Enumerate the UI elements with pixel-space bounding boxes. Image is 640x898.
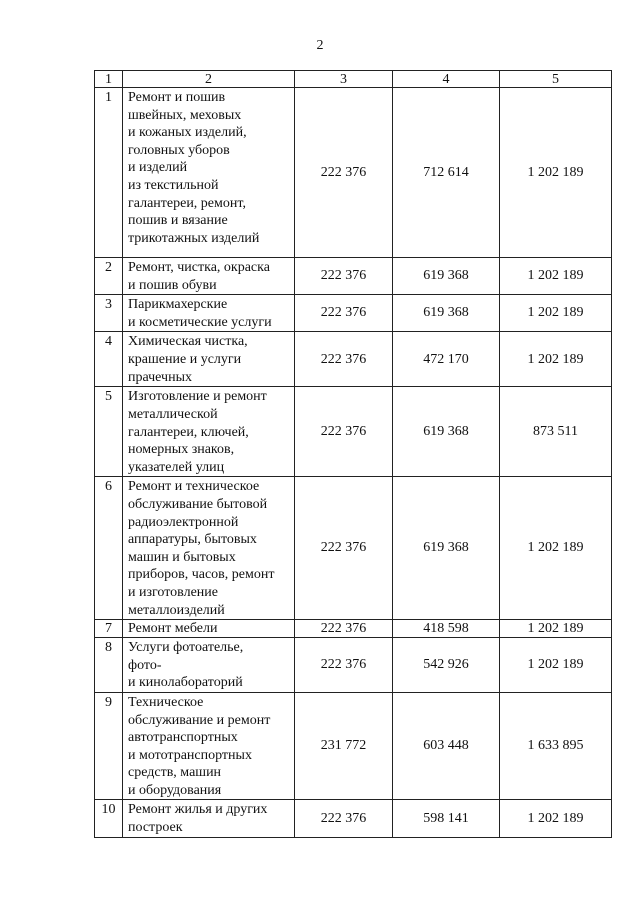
service-name-line: крашение и услуги (128, 351, 242, 367)
table-row (95, 387, 612, 477)
service-name-line: приборов, часов, ремонт (128, 567, 275, 583)
table-row (95, 477, 612, 620)
value-column-5: 1 202 189 (500, 477, 612, 620)
value-column-3: 222 376 (295, 620, 393, 638)
value-column-3: 222 376 (295, 332, 393, 387)
service-name-line: автотранспортных (128, 730, 238, 746)
value-column-4: 603 448 (393, 692, 500, 800)
service-name-line: и изделий (128, 160, 188, 176)
row-number: 9 (95, 692, 123, 800)
service-name-line: обслуживание и ремонт (128, 712, 271, 728)
value-column-3: 222 376 (295, 477, 393, 620)
value-column-3: 222 376 (295, 295, 393, 332)
value-column-5: 873 511 (500, 387, 612, 477)
service-name-line: галантереи, ключей, (128, 424, 249, 440)
column-header-2: 2 (123, 71, 295, 88)
page-number: 2 (316, 38, 324, 53)
value-column-5: 1 202 189 (500, 800, 612, 837)
value-column-3: 222 376 (295, 387, 393, 477)
service-name-line: аппаратуры, бытовых (128, 532, 257, 548)
service-name-line: металлоизделий (128, 602, 225, 618)
row-number: 3 (95, 295, 123, 332)
table-body (95, 71, 612, 838)
row-number: 10 (95, 800, 123, 837)
service-name-line: и оборудования (128, 782, 222, 798)
service-name-line: Парикмахерские (128, 297, 228, 313)
service-name (123, 692, 295, 800)
service-name-line: Ремонт жилья и других (128, 802, 268, 818)
service-name (123, 477, 295, 620)
service-name-line: машин и бытовых (128, 549, 236, 565)
service-name (123, 620, 295, 638)
table-row (95, 332, 612, 387)
service-name-line: и мототранспортных (128, 747, 252, 763)
table-row (95, 800, 612, 837)
value-column-5: 1 202 189 (500, 258, 612, 295)
service-name-line: головных уборов (128, 142, 230, 158)
service-name-line: Ремонт и техническое (128, 479, 260, 495)
service-name-line: обслуживание бытовой (128, 496, 268, 512)
service-name-line: средств, машин (128, 765, 222, 781)
value-column-4: 418 598 (393, 620, 500, 638)
column-header-1: 1 (95, 71, 123, 88)
service-name (123, 258, 295, 295)
value-column-4: 542 926 (393, 638, 500, 693)
service-name-line: Ремонт и пошив (128, 90, 226, 105)
table-row (95, 88, 612, 258)
value-column-3: 222 376 (295, 800, 393, 837)
service-name (123, 88, 295, 258)
value-column-3: 222 376 (295, 638, 393, 693)
service-name-line: и косметические услуги (128, 314, 272, 330)
value-column-5: 1 202 189 (500, 620, 612, 638)
value-column-4: 598 141 (393, 800, 500, 837)
column-header-5: 5 (500, 71, 612, 88)
service-name-line: фото- (128, 657, 162, 673)
row-number: 5 (95, 387, 123, 477)
service-name (123, 387, 295, 477)
service-name-line: прачечных (128, 369, 192, 385)
table-row (95, 620, 612, 638)
value-column-4: 712 614 (393, 88, 500, 258)
service-name-line: трикотажных изделий (128, 230, 260, 246)
value-column-5: 1 202 189 (500, 638, 612, 693)
value-column-5: 1 202 189 (500, 295, 612, 332)
row-number: 2 (95, 258, 123, 295)
column-header-4: 4 (393, 71, 500, 88)
row-number: 6 (95, 477, 123, 620)
services-table (94, 70, 612, 838)
service-name-line: швейных, меховых (128, 107, 242, 123)
row-number: 7 (95, 620, 123, 638)
value-column-4: 472 170 (393, 332, 500, 387)
value-column-5: 1 202 189 (500, 332, 612, 387)
service-name-line: и кинолабораторий (128, 675, 243, 691)
value-column-5: 1 202 189 (500, 88, 612, 258)
service-name (123, 800, 295, 837)
value-column-4: 619 368 (393, 295, 500, 332)
value-column-4: 619 368 (393, 258, 500, 295)
row-number: 1 (95, 88, 123, 258)
service-name-line: Услуги фотоателье, (128, 640, 244, 656)
value-column-3: 222 376 (295, 258, 393, 295)
row-number: 4 (95, 332, 123, 387)
service-name-line: построек (128, 820, 183, 836)
table-header-row (95, 71, 612, 88)
value-column-4: 619 368 (393, 387, 500, 477)
service-name-line: Ремонт, чистка, окраска (128, 260, 270, 275)
table-row (95, 258, 612, 295)
table-row (95, 295, 612, 332)
value-column-4: 619 368 (393, 477, 500, 620)
service-name-line: из текстильной (128, 177, 219, 193)
table-row (95, 638, 612, 693)
column-header-3: 3 (295, 71, 393, 88)
service-name-line: пошив и вязание (128, 213, 228, 229)
service-name-line: Техническое (128, 694, 204, 710)
service-name-line: указателей улиц (128, 459, 225, 475)
value-column-5: 1 633 895 (500, 692, 612, 800)
service-name-line: и изготовление (128, 584, 218, 600)
service-name (123, 638, 295, 693)
service-name-line: и кожаных изделий, (128, 125, 247, 141)
service-name-line: радиоэлектронной (128, 514, 239, 530)
service-name-line: номерных знаков, (128, 442, 235, 458)
service-name (123, 295, 295, 332)
service-name-line: галантереи, ремонт, (128, 195, 246, 211)
service-name-line: металлической (128, 406, 218, 422)
row-number: 8 (95, 638, 123, 693)
service-name (123, 332, 295, 387)
value-column-3: 231 772 (295, 692, 393, 800)
service-name-line: Изготовление и ремонт (128, 389, 267, 405)
service-name-line: Ремонт мебели (128, 621, 218, 637)
service-name-line: и пошив обуви (128, 277, 217, 293)
table-row (95, 692, 612, 800)
value-column-3: 222 376 (295, 88, 393, 258)
service-name-line: Химическая чистка, (128, 334, 248, 350)
